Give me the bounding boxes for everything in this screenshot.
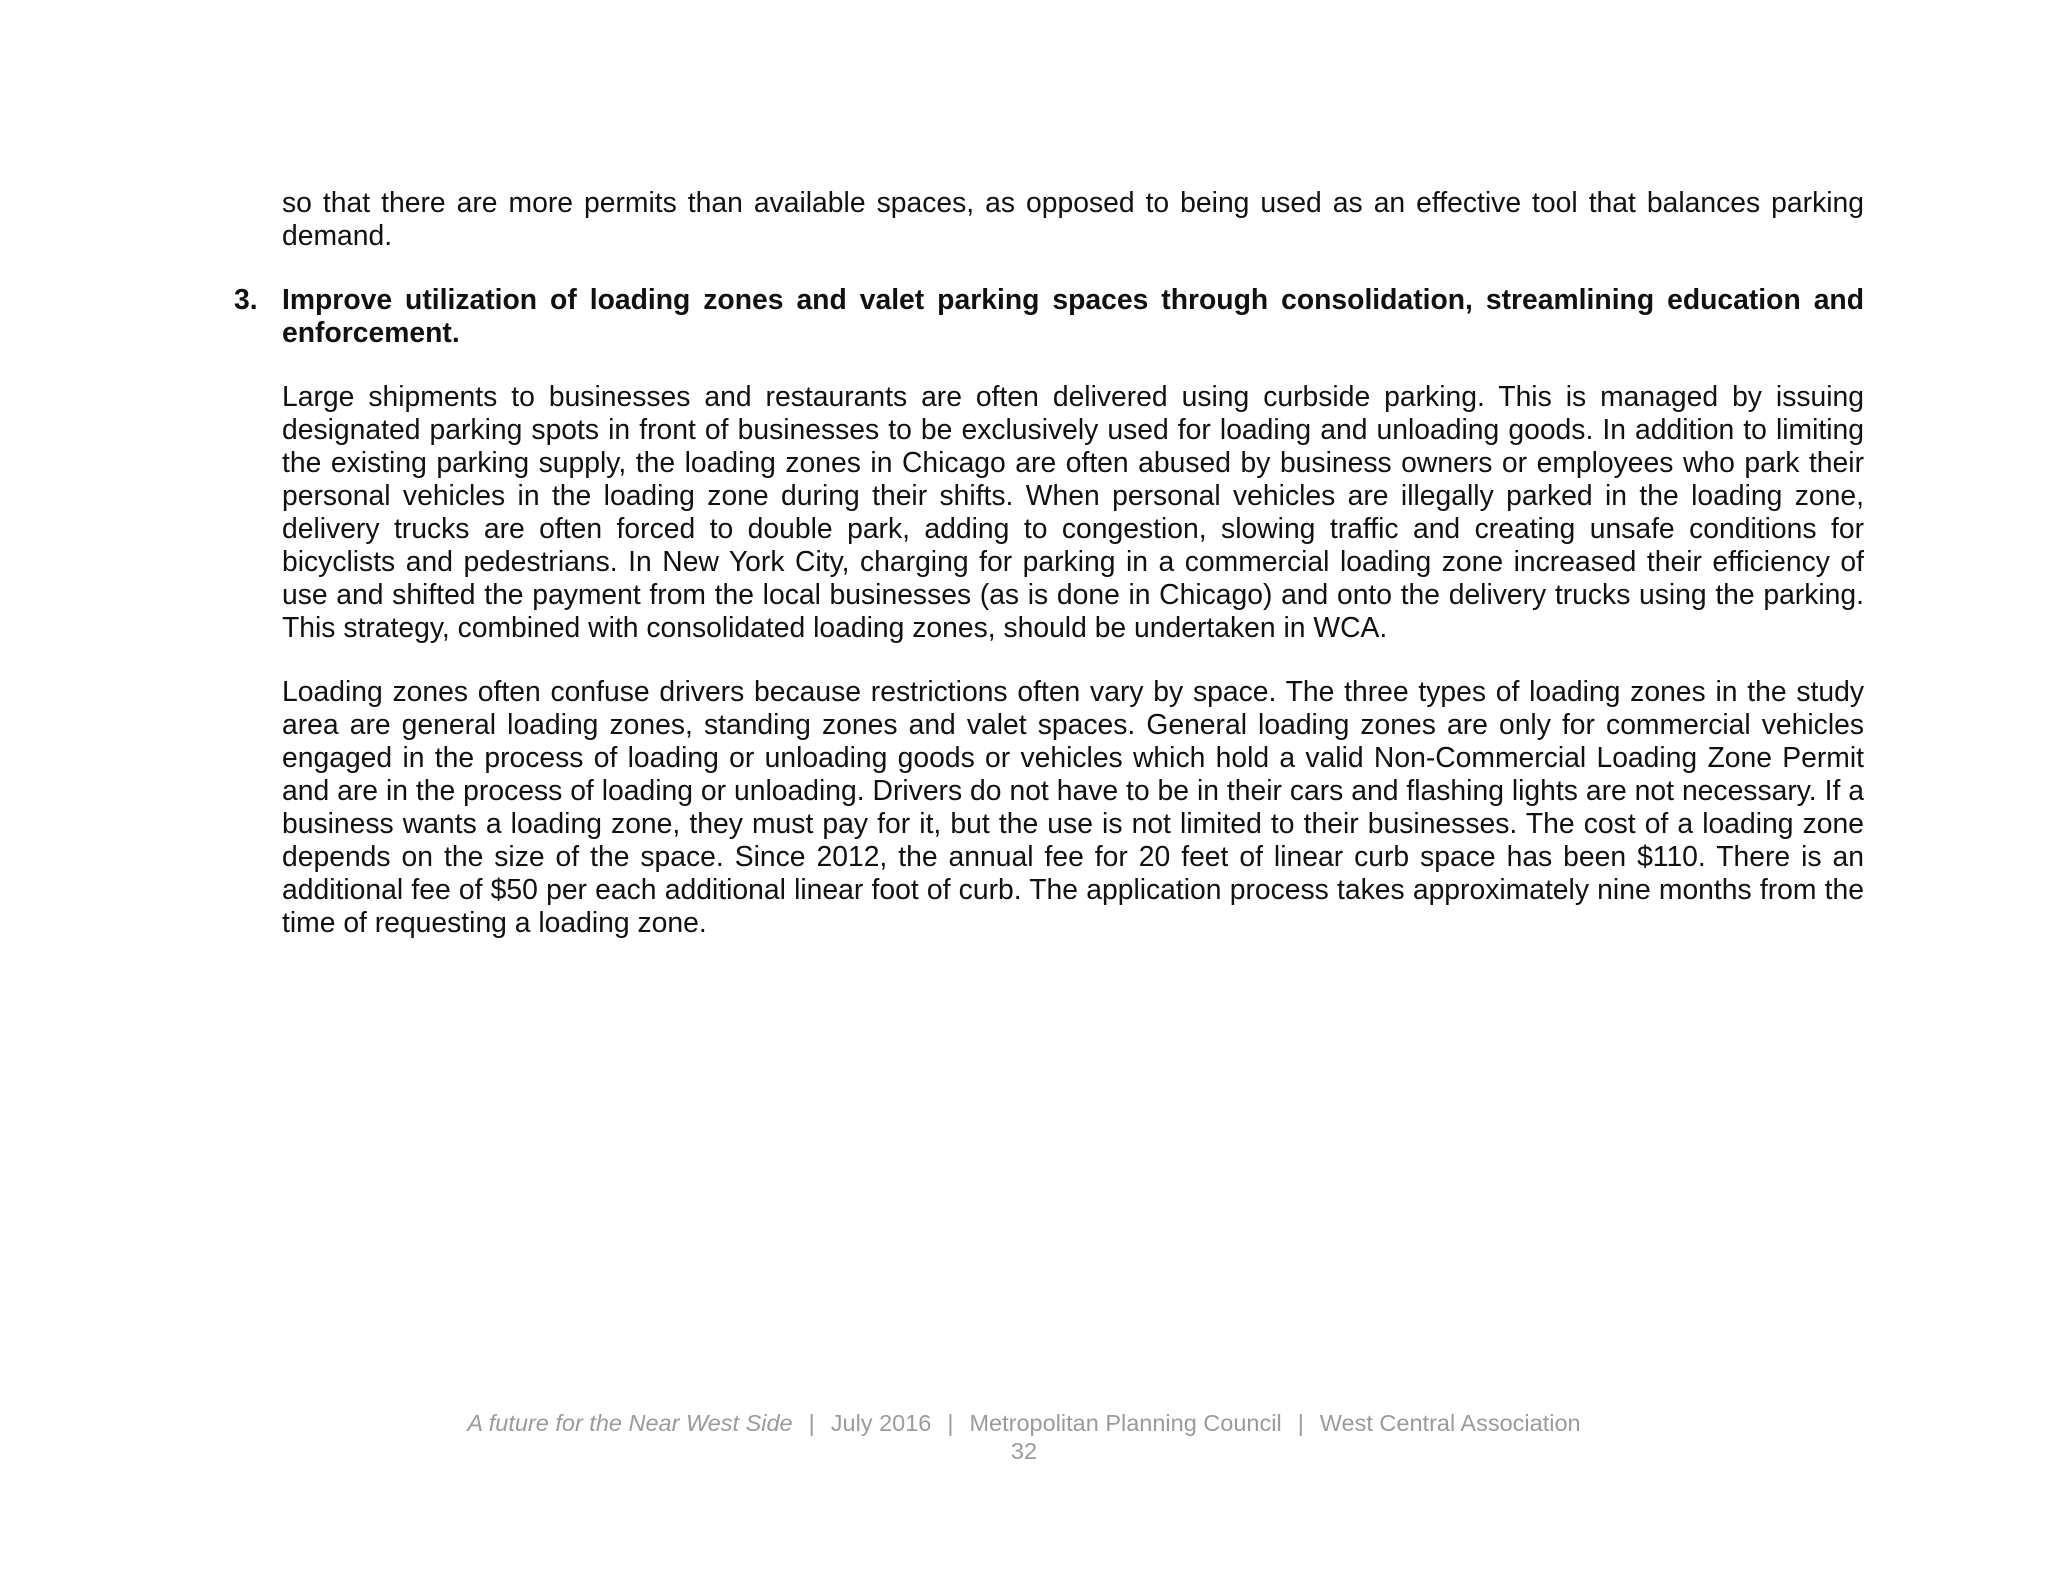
page-number: 32 <box>1010 1438 1038 1464</box>
footer-organization-wca: West Central Association <box>1319 1410 1581 1436</box>
page-footer <box>0 1409 2048 1437</box>
footer-separator: | <box>1297 1410 1304 1436</box>
numbered-item-3 <box>234 283 1864 349</box>
paragraph-loading-shipments: Large shipments to businesses and restaurants are often delivered using curbside parking. This is managed by issuing designated parking spots in front of businesses to be exclusively used for loading and unloading goods. In addition to limiting the existing parking supply, the loading zones in Chicago are often abused by business owners or employees who park their personal vehicles in the loading zone during their shifts. When personal vehicles are illegally parked in the loading zone, delivery trucks are often forced to double park, adding to congestion, slowing traffic and creating unsafe conditions for bicyclists and pedestrians. In New York City, charging for parking in a commercial loading zone increased their efficiency of use and shifted the payment from the local businesses (as is done in Chicago) and onto the delivery trucks using the parking. This strategy, combined with consolidated loading zones, should be undertaken in WCA. <box>282 380 1864 643</box>
footer-document-title: A future for the Near West Side <box>467 1410 793 1436</box>
item-number: 3. <box>234 283 258 315</box>
item-heading: Improve utilization of loading zones and valet parking spaces through consolidation, streamlining education and enforcement. <box>282 283 1864 348</box>
main-content <box>234 186 1864 939</box>
footer-separator: | <box>808 1410 815 1436</box>
intro-paragraph: so that there are more permits than available spaces, as opposed to being used as an effective tool that balances parking demand. <box>282 186 1864 251</box>
footer-separator: | <box>947 1410 954 1436</box>
footer-organization-mpc: Metropolitan Planning Council <box>969 1410 1282 1436</box>
footer-date: July 2016 <box>830 1410 932 1436</box>
paragraph-loading-zone-types: Loading zones often confuse drivers because restrictions often vary by space. The three types of loading zones in the study area are general loading zones, standing zones and valet spaces. General loading zones are only for commercial vehicles engaged in the process of loading or unloading goods or vehicles which hold a valid Non-Commercial Loading Zone Permit and are in the process of loading or unloading. Drivers do not have to be in their cars and flashing lights are not necessary. If a business wants a loading zone, they must pay for it, but the use is not limited to their businesses. The cost of a loading zone depends on the size of the space. Since 2012, the annual fee for 20 feet of linear curb space has been $110. There is an additional fee of $50 per each additional linear foot of curb. The application process takes approximately nine months from the time of requesting a loading zone. <box>282 675 1864 938</box>
